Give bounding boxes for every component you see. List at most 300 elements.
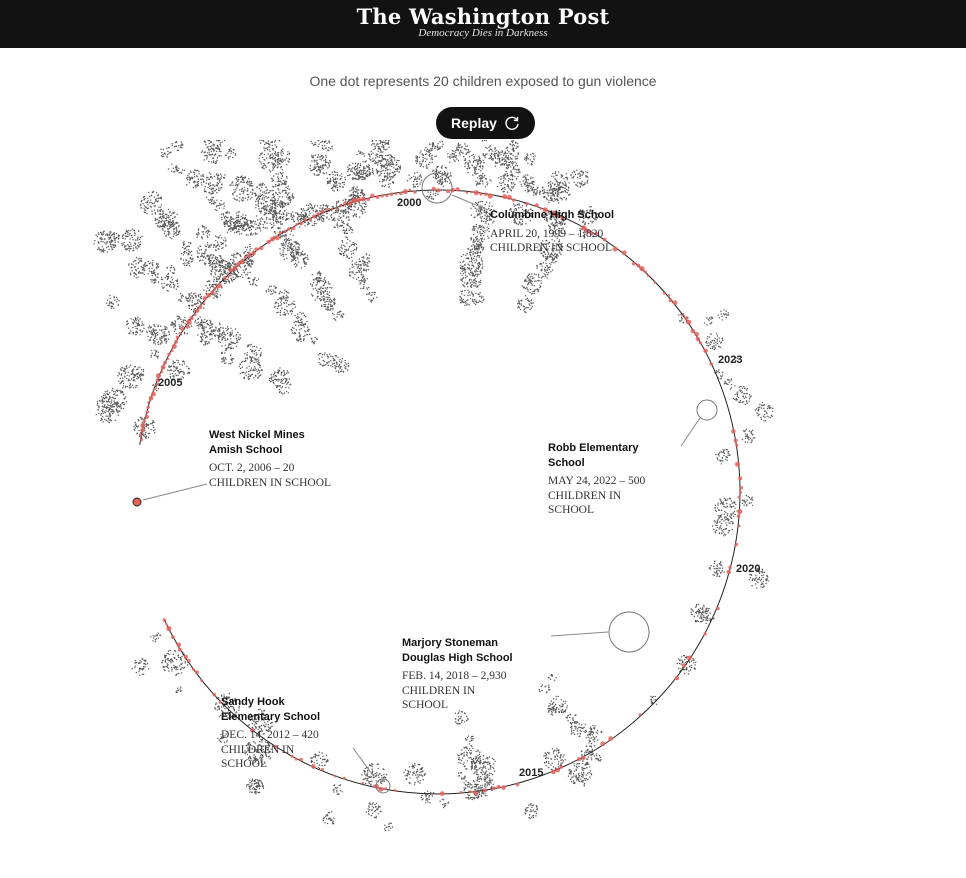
child-dot [173, 366, 174, 367]
child-dot [119, 405, 120, 406]
child-dot [215, 277, 216, 278]
child-dot [180, 691, 181, 692]
child-dot [290, 239, 291, 240]
child-dot [254, 789, 255, 790]
child-dot [746, 402, 747, 403]
child-dot [706, 324, 707, 325]
child-dot [763, 408, 764, 409]
child-dot [319, 159, 320, 160]
child-dot [769, 407, 770, 408]
child-dot [753, 578, 754, 579]
child-dot [471, 797, 472, 798]
child-dot [748, 439, 749, 440]
child-dot [295, 212, 296, 213]
child-dot [532, 177, 533, 178]
child-dot [531, 805, 532, 806]
child-dot [135, 244, 136, 245]
child-dot [420, 150, 421, 151]
child-dot [217, 291, 218, 292]
child-dot [130, 384, 131, 385]
child-dot [375, 161, 376, 162]
child-dot [185, 323, 186, 324]
child-dot [183, 254, 184, 255]
child-dot [154, 355, 155, 356]
child-dot [126, 378, 127, 379]
child-dot [123, 402, 124, 403]
child-dot [764, 411, 765, 412]
child-dot [377, 154, 378, 155]
child-dot [376, 774, 377, 775]
child-dot [335, 787, 336, 788]
child-dot [126, 365, 127, 366]
child-dot [138, 258, 139, 259]
child-dot [257, 233, 258, 234]
child-dot [182, 371, 183, 372]
child-dot [198, 299, 199, 300]
child-dot [103, 251, 104, 252]
child-dot [454, 160, 455, 161]
child-dot [323, 220, 324, 221]
child-dot [102, 250, 103, 251]
child-dot [419, 774, 420, 775]
child-dot [317, 163, 318, 164]
child-dot [166, 659, 167, 660]
child-dot [211, 264, 212, 265]
child-dot [536, 191, 537, 192]
child-dot [130, 238, 131, 239]
child-dot [160, 214, 161, 215]
child-dot [526, 807, 527, 808]
child-dot [368, 153, 369, 154]
child-dot [223, 271, 224, 272]
child-dot [184, 372, 185, 373]
child-dot [216, 270, 217, 271]
child-dot [419, 183, 420, 184]
child-dot [184, 248, 185, 249]
child-dot [216, 259, 217, 260]
child-dot [527, 174, 528, 175]
child-dot [454, 156, 455, 157]
child-dot [384, 776, 385, 777]
child-dot [519, 171, 520, 172]
child-dot [199, 260, 200, 261]
child-dot [186, 299, 187, 300]
child-dot [533, 817, 534, 818]
child-dot [736, 400, 737, 401]
child-dot [548, 761, 549, 762]
child-dot [105, 397, 106, 398]
child-dot [186, 246, 187, 247]
child-dot [365, 161, 366, 162]
child-dot [751, 497, 752, 498]
child-dot [151, 334, 152, 335]
child-dot [365, 771, 366, 772]
child-dot [472, 799, 473, 800]
child-dot [129, 233, 130, 234]
child-dot [133, 387, 134, 388]
child-dot [740, 386, 741, 387]
child-dot [310, 170, 311, 171]
child-dot [97, 241, 98, 242]
child-dot [162, 660, 163, 661]
child-dot [128, 372, 129, 373]
child-dot [353, 192, 354, 193]
child-dot [163, 329, 164, 330]
child-dot [120, 407, 121, 408]
child-dot [177, 279, 178, 280]
child-dot [314, 173, 315, 174]
child-dot [120, 391, 121, 392]
child-dot [173, 286, 174, 287]
child-dot [179, 364, 180, 365]
child-dot [378, 151, 379, 152]
child-dot [768, 405, 769, 406]
child-dot [723, 309, 724, 310]
child-dot [259, 788, 260, 789]
child-dot [234, 273, 235, 274]
child-dot [322, 207, 323, 208]
child-dot [760, 586, 761, 587]
child-dot [719, 499, 720, 500]
child-dot [229, 693, 230, 694]
child-dot [150, 279, 151, 280]
child-dot [584, 778, 585, 779]
child-dot [581, 781, 582, 782]
child-dot [111, 407, 112, 408]
child-dot [103, 413, 104, 414]
child-dot [286, 241, 287, 242]
child-dot [318, 169, 319, 170]
child-dot [119, 300, 120, 301]
child-dot [531, 186, 532, 187]
child-dot [429, 154, 430, 155]
child-dot [140, 241, 141, 242]
child-dot [115, 420, 116, 421]
child-dot [138, 273, 139, 274]
child-dot [413, 773, 414, 774]
child-dot [114, 232, 115, 233]
child-dot [297, 219, 298, 220]
child-dot [164, 657, 165, 658]
child-dot [251, 229, 252, 230]
child-dot [218, 697, 219, 698]
child-dot [233, 253, 234, 254]
child-dot [760, 580, 761, 581]
child-dot [533, 804, 534, 805]
child-dot [742, 500, 743, 501]
child-dot [114, 299, 115, 300]
child-dot [465, 784, 466, 785]
child-dot [583, 772, 584, 773]
child-dot [375, 148, 376, 149]
child-dot [600, 757, 601, 758]
child-dot [753, 438, 754, 439]
child-dot [169, 370, 170, 371]
child-dot [200, 294, 201, 295]
child-dot [525, 809, 526, 810]
child-dot [110, 243, 111, 244]
child-dot [681, 317, 682, 318]
child-dot [762, 402, 763, 403]
child-dot [735, 504, 736, 505]
child-dot [213, 247, 214, 248]
child-dot [383, 774, 384, 775]
child-dot [103, 397, 104, 398]
child-dot [255, 789, 256, 790]
child-dot [378, 763, 379, 764]
child-dot [190, 257, 191, 258]
child-dot [561, 759, 562, 760]
child-dot [456, 148, 457, 149]
child-dot [762, 577, 763, 578]
child-dot [173, 231, 174, 232]
child-dot [215, 265, 216, 266]
child-dot [370, 781, 371, 782]
child-dot [169, 654, 170, 655]
child-dot [165, 339, 166, 340]
child-dot [688, 670, 689, 671]
child-dot [293, 215, 294, 216]
child-dot [382, 151, 383, 152]
child-dot [191, 305, 192, 306]
child-dot [171, 226, 172, 227]
child-dot [177, 690, 178, 691]
child-dot [415, 160, 416, 161]
child-dot [707, 336, 708, 337]
child-dot [137, 324, 138, 325]
child-dot [165, 277, 166, 278]
child-dot [374, 811, 375, 812]
child-dot [318, 154, 319, 155]
child-dot [110, 405, 111, 406]
child-dot [253, 233, 254, 234]
child-dot [107, 390, 108, 391]
child-dot [209, 258, 210, 259]
child-dot [292, 217, 293, 218]
child-dot [461, 777, 462, 778]
child-dot [700, 621, 701, 622]
child-dot [199, 300, 200, 301]
child-dot [160, 343, 161, 344]
child-dot [732, 529, 733, 530]
child-dot [168, 366, 169, 367]
child-dot [100, 241, 101, 242]
child-dot [291, 213, 292, 214]
child-dot [240, 267, 241, 268]
child-dot [420, 768, 421, 769]
child-dot [525, 174, 526, 175]
child-dot [416, 772, 417, 773]
child-dot [721, 530, 722, 531]
child-dot [175, 216, 176, 217]
child-dot [765, 583, 766, 584]
child-dot [263, 788, 264, 789]
child-dot [138, 323, 139, 324]
child-dot [463, 778, 464, 779]
child-dot [107, 421, 108, 422]
child-dot [125, 369, 126, 370]
child-dot [723, 455, 724, 456]
replay-button[interactable] [436, 107, 535, 139]
child-dot [456, 158, 457, 159]
child-dot [217, 242, 218, 243]
child-dot [714, 563, 715, 564]
child-dot [329, 160, 330, 161]
child-dot [533, 191, 534, 192]
child-dot [458, 772, 459, 773]
child-dot [111, 390, 112, 391]
child-dot [725, 500, 726, 501]
child-dot [465, 158, 466, 159]
child-dot [730, 504, 731, 505]
child-dot [384, 825, 385, 826]
child-dot [405, 779, 406, 780]
child-dot [124, 245, 125, 246]
child-dot [249, 782, 250, 783]
child-dot [207, 287, 208, 288]
child-dot [516, 172, 517, 173]
child-dot [530, 811, 531, 812]
child-dot [238, 215, 239, 216]
child-dot [385, 777, 386, 778]
child-dot [122, 378, 123, 379]
child-dot [325, 816, 326, 817]
child-dot [548, 753, 549, 754]
child-dot [141, 266, 142, 267]
child-dot [426, 164, 427, 165]
child-dot [482, 168, 483, 169]
child-dot [133, 250, 134, 251]
child-dot [572, 776, 573, 777]
child-dot [715, 521, 716, 522]
child-dot [146, 331, 147, 332]
child-dot [153, 325, 154, 326]
child-dot [162, 214, 163, 215]
child-dot [129, 375, 130, 376]
child-dot [533, 181, 534, 182]
child-dot [384, 828, 385, 829]
child-dot [340, 790, 341, 791]
child-dot [110, 403, 111, 404]
child-dot [156, 339, 157, 340]
child-dot [430, 194, 431, 195]
child-dot [197, 303, 198, 304]
child-dot [420, 780, 421, 781]
child-dot [177, 234, 178, 235]
child-dot [326, 172, 327, 173]
child-dot [131, 371, 132, 372]
child-dot [701, 612, 702, 613]
child-dot [331, 811, 332, 812]
child-dot [433, 792, 434, 793]
child-dot [451, 157, 452, 158]
child-dot [530, 803, 531, 804]
child-dot [715, 348, 716, 349]
child-dot [542, 187, 543, 188]
child-dot [158, 638, 159, 639]
child-dot [125, 372, 126, 373]
child-dot [207, 235, 208, 236]
child-dot [105, 391, 106, 392]
child-dot [130, 330, 131, 331]
child-dot [685, 657, 686, 658]
child-dot [468, 165, 469, 166]
child-dot [181, 325, 182, 326]
child-dot [430, 792, 431, 793]
child-dot [105, 394, 106, 395]
child-dot [415, 155, 416, 156]
child-dot [168, 670, 169, 671]
child-dot [181, 663, 182, 664]
child-dot [126, 401, 127, 402]
child-dot [722, 319, 723, 320]
child-dot [165, 660, 166, 661]
child-dot [443, 807, 444, 808]
child-dot [713, 529, 714, 530]
child-dot [131, 263, 132, 264]
child-dot [693, 659, 694, 660]
replay-icon [504, 115, 520, 131]
child-dot [136, 385, 137, 386]
child-dot [725, 512, 726, 513]
child-dot [442, 804, 443, 805]
child-dot [98, 234, 99, 235]
child-dot [712, 574, 713, 575]
child-dot [210, 287, 211, 288]
child-dot [728, 519, 729, 520]
child-dot [370, 765, 371, 766]
child-dot [175, 651, 176, 652]
child-dot [217, 738, 218, 739]
child-dot [170, 662, 171, 663]
child-dot [159, 226, 160, 227]
child-dot [152, 260, 153, 261]
child-dot [178, 673, 179, 674]
child-dot [121, 382, 122, 383]
child-dot [585, 764, 586, 765]
child-dot [386, 774, 387, 775]
child-dot [589, 776, 590, 777]
child-dot [221, 262, 222, 263]
child-dot [766, 580, 767, 581]
child-dot [176, 360, 177, 361]
child-dot [169, 233, 170, 234]
child-dot [102, 416, 103, 417]
child-dot [154, 350, 155, 351]
child-dot [371, 154, 372, 155]
child-dot [322, 164, 323, 165]
site-logo[interactable]: The Washington Post [356, 4, 610, 29]
child-dot [283, 214, 284, 215]
child-dot [373, 173, 374, 174]
child-dot [158, 263, 159, 264]
child-dot [111, 308, 112, 309]
child-dot [716, 511, 717, 512]
child-dot [764, 417, 765, 418]
child-dot [591, 729, 592, 730]
child-dot [701, 618, 702, 619]
child-dot [470, 797, 471, 798]
child-dot [368, 805, 369, 806]
child-dot [469, 795, 470, 796]
child-dot [715, 505, 716, 506]
child-dot [118, 238, 119, 239]
child-dot [180, 686, 181, 687]
child-dot [280, 218, 281, 219]
child-dot [553, 752, 554, 753]
child-dot [758, 409, 759, 410]
child-dot [427, 791, 428, 792]
